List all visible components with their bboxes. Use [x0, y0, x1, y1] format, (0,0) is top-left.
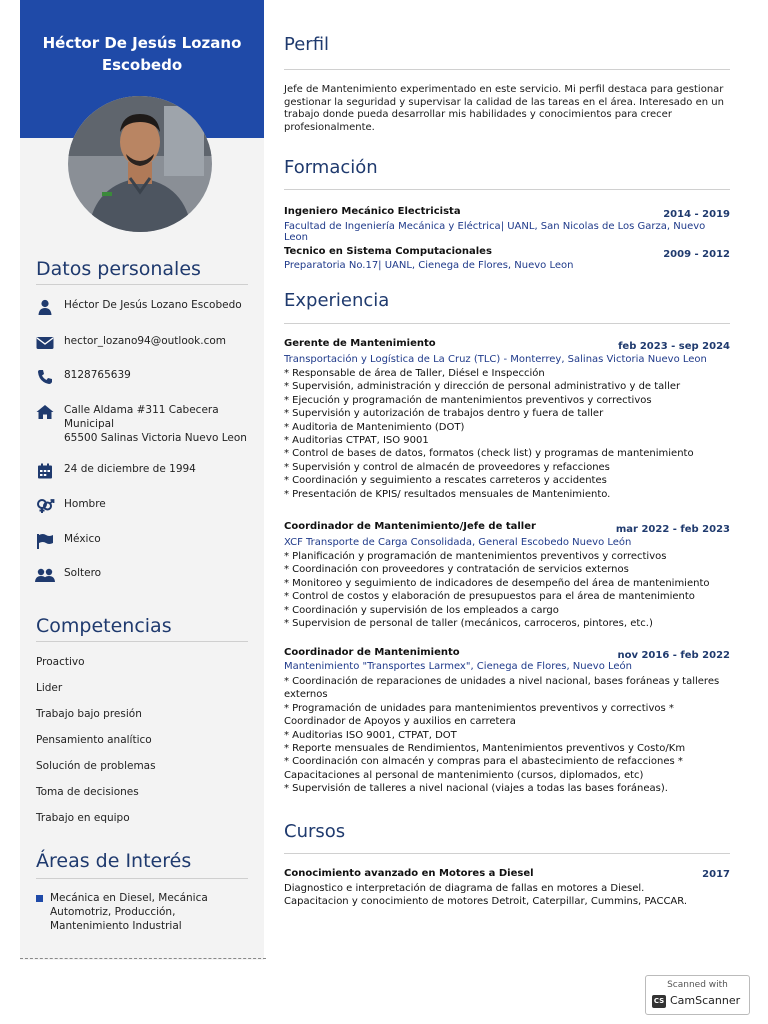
personal-item-civil-status [34, 566, 254, 584]
job-bullet: * Auditorias ISO 9001, CTPAT, DOT [284, 729, 457, 741]
job-bullet: * Coordinación con almacén y compras para el abastecimiento de refacciones * [284, 756, 683, 768]
divider [284, 69, 730, 70]
divider [284, 189, 730, 190]
job-bullets [284, 675, 730, 796]
personal-birthdate-text: 24 de diciembre de 1994 [64, 463, 196, 475]
job-date: feb 2023 - sep 2024 [618, 341, 730, 352]
competencia-item: Lider [36, 682, 63, 694]
formacion-institution: Facultad de Ingeniería Mecánica y Eléctrica| UANL, San Nicolas de Los Garza, Nuevo Leon [284, 221, 706, 243]
formacion-title: Ingeniero Mecánico Electricista [284, 206, 461, 217]
personal-name-text: Héctor De Jesús Lozano Escobedo [64, 299, 242, 311]
personal-gender-text: Hombre [64, 498, 106, 510]
job-bullet: * Supervisión y control de almacén de proveedores y refacciones [284, 461, 610, 473]
formacion-date: 2009 - 2012 [663, 249, 730, 260]
job-bullet: Capacitaciones al personal de mantenimiento (cursos, diplomados, etc) [284, 769, 644, 781]
personal-phone-text: 8128765639 [64, 369, 131, 381]
scanned-with-text: Scanned with [667, 980, 728, 990]
job-bullets [284, 367, 730, 501]
footer-divider [20, 958, 266, 959]
job-company: Mantenimiento "Transportes Larmex", Cienega de Flores, Nuevo León [284, 661, 632, 672]
job-bullet: * Reporte mensuales de Rendimientos, Mantenimientos preventivos y Costo/Km [284, 743, 686, 755]
personal-item-phone [34, 368, 254, 386]
areas-text [50, 891, 230, 933]
competencia-item: Toma de decisiones [36, 786, 139, 798]
personal-item-gender [34, 497, 254, 515]
formacion-institution: Preparatoria No.17| UANL, Cienega de Flores, Nuevo Leon [284, 260, 574, 271]
job-company: XCF Transporte de Carga Consolidada, General Escobedo Nuevo León [284, 537, 632, 548]
course-title: Conocimiento avanzado en Motores a Diesel [284, 868, 534, 879]
divider [284, 853, 730, 854]
perfil-line: gestionar la seguridad y supervisar la calidad de las tareas en el área. Interesado en un [284, 96, 724, 108]
job-bullet: externos [284, 689, 328, 701]
avatar [68, 96, 212, 232]
job-title: Coordinador de Mantenimiento/Jefe de taller [284, 521, 536, 532]
job-bullet: * Presentación de KPIS/ resultados mensuales de Mantenimiento. [284, 488, 611, 500]
job-bullet: * Supervisión y autorización de trabajos dentro y fuera de taller [284, 408, 604, 420]
job-bullet: * Auditorias CTPAT, ISO 9001 [284, 435, 429, 447]
job-date: mar 2022 - feb 2023 [615, 524, 730, 535]
course-line: Diagnostico e interpretación de diagrama de fallas en motores a Diesel. [284, 883, 645, 894]
name-line-2: Escobedo [101, 56, 183, 74]
personal-country-text: México [64, 533, 101, 545]
divider [284, 323, 730, 324]
job-bullet: * Coordinación de reparaciones de unidades a nivel nacional, bases foráneas y talleres [284, 676, 720, 687]
personal-item-country [34, 532, 254, 550]
section-title-areas: Áreas de Interés [36, 850, 192, 872]
areas-line-2: Automotriz, Producción, [50, 906, 176, 918]
user-icon [34, 298, 56, 316]
competencia-item: Proactivo [36, 656, 85, 668]
job-bullet: * Planificación y programación de mantenimientos preventivos y correctivos [284, 551, 667, 562]
competencia-item: Trabajo en equipo [36, 812, 130, 824]
job-bullet: * Coordinación y supervisión de los empleados a cargo [284, 604, 559, 616]
section-title-competencias: Competencias [36, 615, 172, 637]
job-title: Gerente de Mantenimiento [284, 338, 436, 349]
address-line-1: Calle Aldama #311 Cabecera [64, 404, 219, 416]
calendar-icon [34, 462, 56, 480]
course-date: 2017 [702, 869, 730, 880]
name-line-1: Héctor De Jesús Lozano [42, 34, 242, 52]
areas-line-3: Mantenimiento Industrial [50, 920, 182, 932]
sidebar [20, 0, 264, 960]
job-bullet: * Coordinación y seguimiento a rescates carreteros y accidentes [284, 475, 607, 487]
job-bullet: * Coordinación con proveedores y contratación de servicios externos [284, 564, 629, 576]
personal-item-email [34, 334, 254, 352]
job-title: Coordinador de Mantenimiento [284, 647, 460, 658]
divider [36, 284, 248, 285]
job-bullet: * Control de costos y elaboración de presupuestos para el área de mantenimiento [284, 591, 695, 603]
candidate-name [20, 32, 264, 76]
people-icon [34, 566, 56, 584]
camscanner-badge [645, 975, 750, 1015]
competencia-item: Solución de problemas [36, 760, 156, 772]
home-icon [34, 403, 56, 421]
course-line: Capacitacion y conocimiento de motores Detroit, Caterpillar, Cummins, PACCAR. [284, 896, 688, 908]
competencia-item: Pensamiento analítico [36, 734, 152, 746]
job-company: Transportación y Logística de La Cruz (TLC) - Monterrey, Salinas Victoria Nuevo Leon [284, 354, 707, 365]
job-bullet: * Control de bases de datos, formatos (check list) y programas de mantenimiento [284, 448, 694, 460]
job-bullet: * Supervisión de talleres a nivel nacional (viajes a todas las bases foráneas). [284, 783, 668, 795]
job-bullet: Coordinador de Apoyos y auxilios en carretera [284, 716, 516, 728]
formacion-title: Tecnico en Sistema Computacionales [284, 246, 492, 257]
flag-icon [34, 532, 56, 550]
email-icon [34, 334, 56, 352]
job-bullet: * Programación de unidades para mantenimientos preventivos y correctivos * [284, 702, 674, 714]
job-bullet: * Supervision de personal de taller (mecánicos, carroceros, pintores, etc.) [284, 618, 653, 630]
perfil-text [284, 84, 730, 134]
job-bullet: * Supervisión, administración y dirección de personal administrativo y de taller [284, 381, 681, 393]
job-bullet: * Ejecución y programación de mantenimientos preventivos y correctivos [284, 394, 652, 406]
gender-icon [34, 497, 56, 515]
perfil-line: Jefe de Mantenimiento experimentado en este servicio. Mi perfil destaca para gestionar [284, 84, 724, 95]
personal-item-name [34, 298, 254, 316]
divider [36, 878, 248, 879]
personal-item-address [34, 403, 254, 445]
address-line-2: Municipal [64, 418, 114, 430]
perfil-line: profesionalmente. [284, 121, 375, 133]
address-line-3: 65500 Salinas Victoria Nuevo Leon [64, 432, 247, 444]
formacion-date: 2014 - 2019 [663, 209, 730, 220]
areas-line-1: Mecánica en Diesel, Mecánica [50, 892, 208, 904]
course-description [284, 882, 730, 909]
job-bullet: * Auditoria de Mantenimiento (DOT) [284, 421, 465, 433]
job-bullets [284, 550, 730, 630]
perfil-line: trabajo donde pueda desarrollar mis habilidades y conocimientos para crecer [284, 109, 672, 120]
personal-item-birthdate [34, 462, 254, 480]
square-bullet-icon [36, 895, 43, 902]
competencia-item: Trabajo bajo presión [36, 708, 142, 720]
section-title-cursos: Cursos [284, 821, 346, 842]
section-title-perfil: Perfil [284, 34, 330, 55]
section-title-formacion: Formación [284, 157, 378, 178]
job-bullet: * Monitoreo y seguimiento de indicadores de desempeño del área de mantenimiento [284, 577, 710, 589]
phone-icon [34, 368, 56, 386]
personal-civil-status-text: Soltero [64, 567, 102, 579]
personal-email-text[interactable]: hector_lozano94@outlook.com [64, 335, 227, 347]
camscanner-logo-icon: CS [652, 995, 666, 1008]
camscanner-name: CamScanner [670, 994, 741, 1007]
divider [36, 641, 248, 642]
section-title-personal: Datos personales [36, 258, 201, 280]
job-date: nov 2016 - feb 2022 [617, 650, 730, 661]
section-title-experiencia: Experiencia [284, 290, 390, 311]
job-bullet: * Responsable de área de Taller, Diésel e Inspección [284, 368, 545, 379]
personal-address-text [64, 403, 247, 445]
